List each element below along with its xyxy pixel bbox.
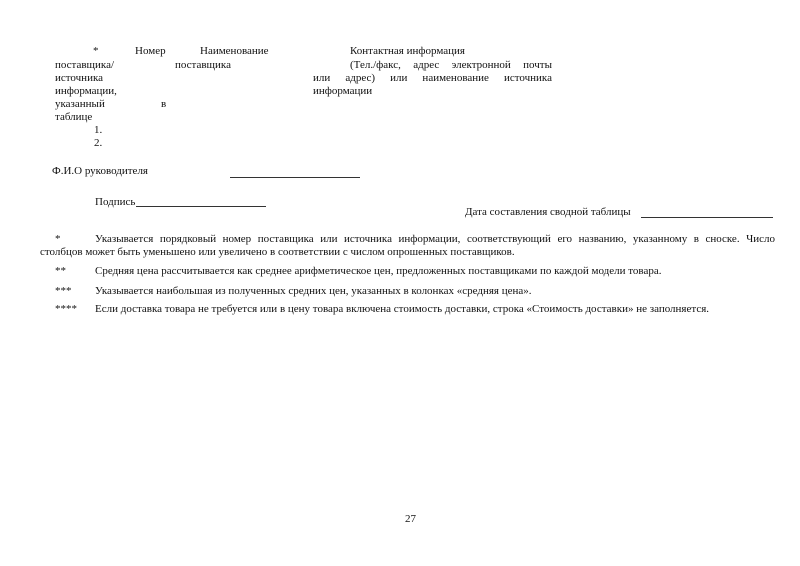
footnote-text: Средняя цена рассчитывается как среднее арифметическое цен, предложенных поставщиками по каждой модели товара. bbox=[95, 265, 662, 277]
footnote-mark: ** bbox=[55, 265, 66, 277]
header-col3-text: или адрес) или наименование источника bbox=[313, 72, 552, 84]
date-line bbox=[641, 217, 773, 218]
signature-line bbox=[136, 206, 266, 207]
footnote-text: столбцов может быть уменьшено или увеличено в соответствии с числом опрошенных поставщиков. bbox=[40, 246, 515, 258]
page-number: 27 bbox=[405, 513, 416, 525]
footnote-text: Указывается наибольшая из полученных средних цен, указанных в колонках «средняя цена». bbox=[95, 285, 532, 297]
header-col1-text: источника bbox=[55, 72, 104, 84]
footnote-mark: *** bbox=[55, 285, 72, 297]
date-label: Дата составления сводной таблицы bbox=[465, 206, 631, 218]
header-col3-text: Контактная информация bbox=[350, 45, 465, 57]
footnote-mark: **** bbox=[55, 303, 77, 315]
header-col1-text: таблице bbox=[55, 111, 93, 123]
manager-name-label: Ф.И.О руководителя bbox=[52, 165, 148, 177]
header-col2-text: поставщика bbox=[175, 59, 231, 71]
header-col1-text: указанный bbox=[55, 98, 105, 110]
header-col3-text: информации bbox=[313, 85, 373, 97]
header-col1-text: информации, bbox=[55, 85, 117, 97]
row-number: 2. bbox=[94, 137, 103, 149]
header-col2-text: Наименование bbox=[200, 45, 269, 57]
header-col1-text: в bbox=[161, 98, 167, 110]
footnote-mark: * bbox=[55, 233, 61, 245]
signature-label: Подпись bbox=[95, 196, 136, 208]
header-col1-text: поставщика/ bbox=[55, 59, 115, 71]
row-number: 1. bbox=[94, 124, 103, 136]
footnote-text: Указывается порядковый номер поставщика или источника информации, соответствующий его названию, указанному в сноске. Число bbox=[95, 233, 775, 245]
manager-name-line bbox=[230, 177, 360, 178]
footnote-mark: * bbox=[93, 45, 99, 57]
header-col1-text: Номер bbox=[135, 45, 166, 57]
header-col3-text: (Тел./факс, адрес электронной почты bbox=[350, 59, 552, 71]
footnote-text: Если доставка товара не требуется или в цену товара включена стоимость доставки, строка «Стоимость доставки» не заполняется. bbox=[95, 303, 710, 315]
